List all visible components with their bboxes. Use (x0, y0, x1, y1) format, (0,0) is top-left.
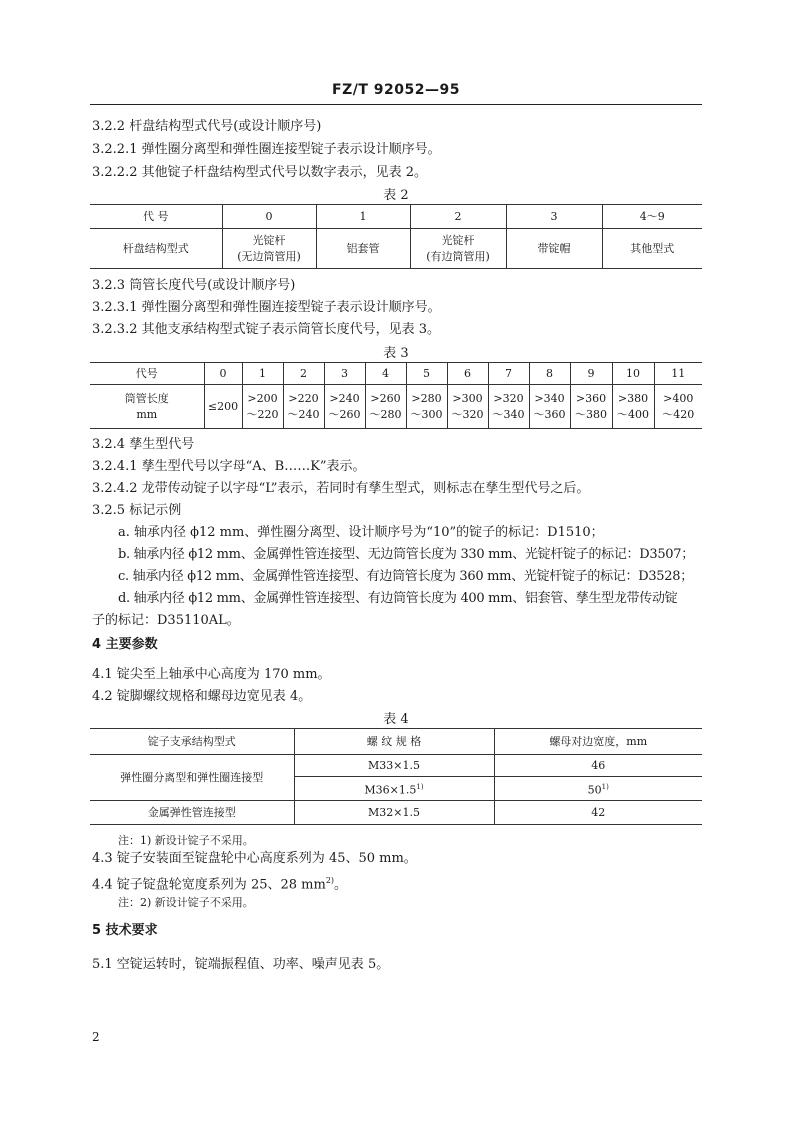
table-3-range-cell (654, 385, 702, 429)
table-3-header-cell: 10 (612, 363, 654, 385)
range-upper: ～240 (287, 407, 320, 421)
table-2-header-row (90, 205, 702, 229)
table-2-cell-line1: 光锭杆 (252, 233, 286, 247)
standard-code-header: FZ/T 92052—95 (332, 82, 460, 98)
range-upper: ～400 (617, 407, 649, 421)
table-3-header-cell: 11 (654, 363, 702, 385)
table-3-header-cell: 5 (406, 363, 447, 385)
section-3-2-2-title: 3.2.2 杆盘结构型式代号(或设计顺序号) (92, 119, 322, 134)
table-3-cell-first: ≤200 (204, 385, 242, 429)
table-4-caption: 表 4 (383, 712, 409, 727)
range-upper: ～420 (662, 407, 695, 421)
table-2-cell: 其他型式 (602, 229, 702, 269)
section-4-3: 4.3 锭子安装面至锭盘轮中心高度系列为 45、50 mm。 (92, 851, 417, 866)
page-number: 2 (92, 1030, 100, 1044)
table-2 (90, 204, 702, 269)
thread-value: M36×1.5 (364, 783, 417, 797)
range-upper: ～380 (575, 407, 607, 421)
section-3-2-5-title: 3.2.5 标记示例 (92, 503, 182, 518)
section-4-1: 4.1 锭尖至上轴承中心高度为 170 mm。 (92, 667, 331, 682)
section-3-2-2-1: 3.2.2.1 弹性圈分离型和弹性圈连接型锭子表示设计顺序号。 (92, 142, 441, 157)
table-2-header-4-9: 4～9 (602, 205, 702, 229)
table-3-header-row (90, 363, 702, 385)
section-3-2-3-2: 3.2.3.2 其他支承结构型式锭子表示筒管长度代号，见表 3。 (92, 322, 441, 337)
table-3 (90, 362, 702, 429)
marking-example-d: d. 轴承内径 ϕ12 mm、金属弹性管连接型、有边筒管长度为 400 mm、铝套管、孳生型龙带传动锭 (118, 591, 678, 606)
table-3-header-cell: 8 (529, 363, 570, 385)
width-value: 50 (587, 783, 602, 797)
table-2-row-label: 杆盘结构型式 (90, 229, 222, 269)
table-3-data-row (90, 385, 702, 429)
range-upper: ～280 (369, 407, 402, 421)
table-2-header-1: 1 (316, 205, 410, 229)
range-lower: >400 (663, 391, 694, 405)
range-upper: ～320 (451, 407, 484, 421)
section-3-2-4-2: 3.2.4.2 龙带传动锭子以字母“L”表示，若同时有孳生型式，则标志在孳生型代号之后。 (92, 481, 590, 496)
table-2-data-row (90, 229, 702, 269)
table-2-header-0: 0 (222, 205, 316, 229)
marking-example-d-continued: 子的标记：D35110AL。 (92, 613, 240, 628)
table-4-row (90, 755, 702, 777)
footnote-mark: 1) (416, 782, 424, 791)
table-3-header-cell: 9 (570, 363, 612, 385)
range-lower: >200 (247, 391, 278, 405)
table-3-header-code: 代号 (90, 363, 204, 385)
marking-example-b: b. 轴承内径 ϕ12 mm、金属弹性管连接型、无边筒管长度为 330 mm、光锭杆锭子的标记：D3507； (118, 547, 694, 562)
table-3-row-label-unit: mm (136, 407, 158, 421)
range-upper: ～360 (533, 407, 566, 421)
footnote-mark: 2) (325, 876, 335, 885)
table-2-header-code: 代 号 (90, 205, 222, 229)
section-3-2-2-2: 3.2.2.2 其他锭子杆盘结构型式代号以数字表示，见表 2。 (92, 165, 428, 180)
section-3-2-3-title: 3.2.3 筒管长度代号(或设计顺序号) (92, 278, 296, 293)
section-5-heading: 5 技术要求 (92, 923, 158, 938)
table-3-range-cell (283, 385, 324, 429)
table-3-range-cell (406, 385, 447, 429)
range-upper: ～340 (492, 407, 525, 421)
range-lower: >380 (617, 391, 649, 405)
table-4-thread-cell (294, 777, 494, 801)
footnote-2: 注：2) 新设计锭子不采用。 (118, 896, 254, 909)
table-2-header-3: 3 (506, 205, 602, 229)
table-3-header-cell: 1 (242, 363, 283, 385)
table-3-range-cell (447, 385, 488, 429)
header-rule (90, 104, 702, 105)
table-2-cell: 铝套管 (316, 229, 410, 269)
footnote-mark: 1) (601, 782, 609, 791)
table-2-cell-line2: (有边筒管用) (426, 249, 490, 263)
section-3-2-3-1: 3.2.3.1 弹性圈分离型和弹性圈连接型锭子表示设计顺序号。 (92, 300, 441, 315)
table-3-row-label-line1: 筒管长度 (124, 391, 169, 405)
table-4-width-cell: 42 (494, 801, 702, 825)
table-4-group-metal-tube: 金属弹性管连接型 (90, 801, 294, 825)
table-3-header-cell: 3 (324, 363, 365, 385)
table-4-thread-cell: M32×1.5 (294, 801, 494, 825)
section-4-heading: 4 主要参数 (92, 637, 158, 652)
section-4-4-text: 4.4 锭子锭盘轮宽度系列为 25、28 mm (92, 877, 326, 893)
table-2-cell (222, 229, 316, 269)
table-4-thread-cell: M33×1.5 (294, 755, 494, 777)
table-4-note: 注：1) 新设计锭子不采用。 (118, 834, 254, 847)
section-5-1: 5.1 空锭运转时，锭端振程值、功率、噪声见表 5。 (92, 957, 390, 972)
table-3-caption: 表 3 (383, 346, 409, 361)
table-3-header-cell: 6 (447, 363, 488, 385)
range-lower: >220 (288, 391, 319, 405)
table-3-range-cell (365, 385, 406, 429)
table-4-row (90, 801, 702, 825)
table-4-width-cell: 46 (494, 755, 702, 777)
table-2-cell: 带锭帽 (506, 229, 602, 269)
range-upper: ～260 (328, 407, 361, 421)
range-lower: >280 (411, 391, 442, 405)
table-4-width-cell (494, 777, 702, 801)
table-4-group-elastic-ring: 弹性圈分离型和弹性圈连接型 (90, 755, 294, 801)
table-2-cell-line2: (无边筒管用) (237, 249, 301, 263)
range-lower: >300 (452, 391, 483, 405)
table-3-header-cell: 7 (488, 363, 529, 385)
range-lower: >340 (534, 391, 565, 405)
table-2-header-2: 2 (410, 205, 506, 229)
table-3-row-label (90, 385, 204, 429)
table-2-caption: 表 2 (383, 188, 409, 203)
section-3-2-4-1: 3.2.4.1 孳生型代号以字母“A、B……K”表示。 (92, 459, 366, 474)
table-3-header-cell: 2 (283, 363, 324, 385)
range-lower: >360 (575, 391, 607, 405)
range-lower: >240 (329, 391, 360, 405)
table-3-header-cell: 0 (204, 363, 242, 385)
table-2-cell-line1: 光锭杆 (441, 233, 475, 247)
table-3-range-cell (570, 385, 612, 429)
table-4-header-thread: 螺 纹 规 格 (294, 729, 494, 755)
section-4-4-end: 。 (334, 877, 348, 893)
table-3-range-cell (612, 385, 654, 429)
table-4 (90, 728, 702, 825)
section-4-4 (92, 872, 347, 894)
table-4-header-row (90, 729, 702, 755)
table-3-range-cell (488, 385, 529, 429)
range-upper: ～220 (246, 407, 279, 421)
section-4-2: 4.2 锭脚螺纹规格和螺母边宽见表 4。 (92, 689, 312, 704)
range-upper: ～300 (410, 407, 443, 421)
table-3-range-cell (529, 385, 570, 429)
range-lower: >260 (370, 391, 401, 405)
section-3-2-4-title: 3.2.4 孳生型代号 (92, 437, 195, 452)
table-2-cell (410, 229, 506, 269)
table-3-range-cell (242, 385, 283, 429)
table-4-header-structure: 锭子支承结构型式 (90, 729, 294, 755)
marking-example-a: a. 轴承内径 ϕ12 mm、弹性圈分离型、设计顺序号为“10”的锭子的标记：D1510； (118, 525, 604, 540)
range-lower: >320 (493, 391, 524, 405)
table-3-header-cell: 4 (365, 363, 406, 385)
marking-example-c: c. 轴承内径 ϕ12 mm、金属弹性管连接型、有边筒管长度为 360 mm、光锭杆锭子的标记：D3528； (118, 569, 693, 584)
table-4-header-width: 螺母对边宽度，mm (494, 729, 702, 755)
table-3-range-cell (324, 385, 365, 429)
